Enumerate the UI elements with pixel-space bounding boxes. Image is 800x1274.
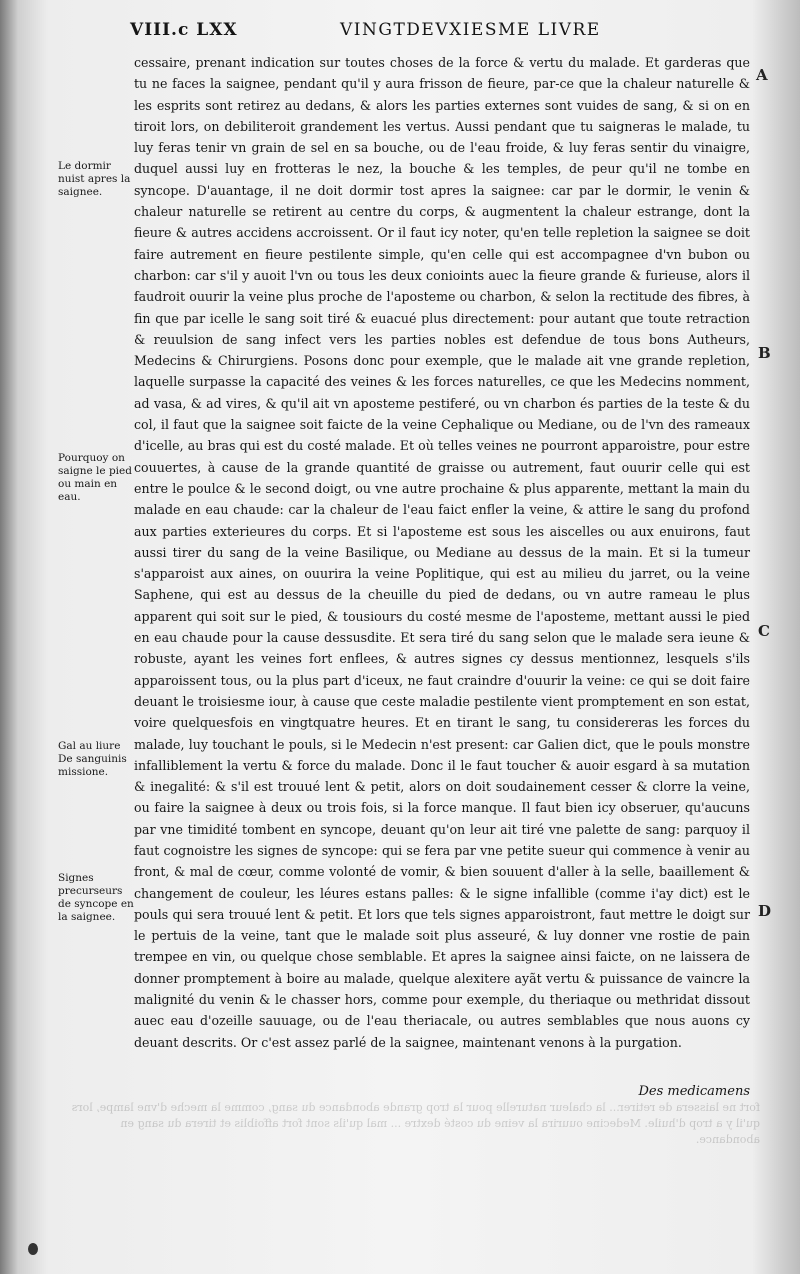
catchword: Des medicamens [638, 1084, 750, 1099]
folio-number: VIII.c LXX [130, 20, 238, 40]
section-letter: C [758, 622, 770, 640]
section-letter: D [758, 902, 772, 920]
page-header [130, 20, 770, 50]
margin-note: Gal au liure De sanguinis missione. [58, 740, 127, 778]
main-text-block: cessaire, prenant indication sur toutes choses de la force & vertu du malade. Et garderas que tu ne faces la saignee, pendant qu'il y aura frisson de fieure, par-ce que la chaleur naturelle & les esprits sont retirez au dedans, & alors les parties externes sont vuides de sang, & si on en tiroit lors, on debiliteroit grandement les vertus. Aussi pendant que tu saigneras le malade, tu luy feras tenir vn grain de sel en sa bouche, ou de l'eau froide, & luy feras sentir du vinaigre, duquel aussi luy en frotteras le nez, la bouche & les temples, de peur qu'il ne tombe en syncope. D'auantage, il ne doit dormir tost apres la saignee: car par le dormir, le venin & chaleur naturelle se retirent au centre du corps, & augmentent la chaleur estrange, dont la fieure & autres accidens accroissent. Or il faut icy noter, qu'en telle repletion la saignee se doit faire autrement en fieure pestilente simple, qu'en celle qui est accompagnee d'vn bubon ou charbon: car s'il y auoit l'vn ou tous les deux conioints auec la fieure grande & furieuse, alors il faudroit ouurir la veine plus proche de l'aposteme ou charbon, & selon la rectitude des fibres, à fin que par icelle le sang soit tiré & euacué plus directement: pour autant que toute retraction & reuulsion de sang infect vers les parties nobles est defendue de tous bons Autheurs, Medecins & Chirurgiens. Posons donc pour exemple, que le malade ait vne grande repletion, laquelle surpasse la capacité des veines & les forces naturelles, ce que les Medecins nomment, ad vasa, & ad vires, & qu'il ait vn aposteme pestiferé, ou vn charbon és parties de la teste & du col, il faut que la saignee soit faicte de la veine Cephalique ou Mediane, ou de l'vn des rameaux d'icelle, au bras qui est du costé malade. Et où telles veines ne pourront apparoistre, pour estre couuertes, à cause de la grande quantité de graisse ou autrement, faut ouurir celle qui est entre le poulce & le second doigt, ou vne autre prochaine & plus apparente, mettant la main du malade en eau chaude: car la chaleur de l'eau faict enfler la veine, & attire le sang du profond aux parties exterieures du corps. Et si l'aposteme est sous les aiscelles ou aux enuirons, faut aussi tirer du sang de la veine Basilique, ou Mediane au dessus de la main. Et si la tumeur s'apparoist aux aines, on ouurira la veine Poplitique, qui est au milieu du jarret, ou la veine Saphene, qui est au dessus de la cheuille du pied de dedans, ou vn autre rameau le plus apparent qui soit sur le pied, & tousiours du costé mesme de l'aposteme, mettant aussi le pied en eau chaude pour la cause dessusdite. Et sera tiré du sang selon que le malade sera ieune & robuste, ayant les veines fort enflees, & autres signes cy dessus mentionnez, lesquels s'ils apparoissent tous, ou la plus part d'iceux, ne faut craindre d'ouurir la veine: ce qui se doit faire deuant le troisiesme iour, à cause que ceste maladie pestilente vient promptement en son estat, voire quelquesfois en vingtquatre heures. Et en tirant le sang, tu considereras les forces du malade, luy touchant le pouls, si le Medecin n'est present: car Galien dict, que le pouls monstre infalliblement la vertu & force du malade. Donc il le faut toucher & auoir esgard à sa mutation & inegalité: & s'il est trouué lent & petit, alors on doit soudainement cesser & clorre la veine, ou faire la saignee à deux ou trois fois, si la force manque. Il faut bien icy obseruer, qu'aucuns par vne timidité tombent en syncope, deuant qu'on leur ait tiré vne palette de sang: parquoy il faut cognoistre les signes de syncope: qui se fera par vne petite sueur qui commence à venir au front, & mal de cœur, comme volonté de vomir, & bien souuent d'aller à la selle, baaillement & changement de couleur, les léures estans palles: & le signe infallible (comme i'ay dict) est le pouls qui sera trouué lent & petit. Et lors que tels signes apparoistront, faut mettre le doigt sur le pertuis de la veine, tant que le malade soit plus asseuré, & luy donner vne rostie de pain trempee en vin, ou quelque chose semblable. Et apres la saignee ainsi faicte, on ne laissera de donner promptement à boire au malade, quelque alexitere ayãt vertu & puissance de vaincre la malignité du venin & le chasser hors, comme pour exemple, du theriaque ou methridat dissout auec eau d'ozeille sauuage, ou de l'eau theriacale, ou autres semblables que nous auons cy deuant descrits. Or c'est assez parlé de la saignee, maintenant venons à la purgation. [134, 55, 750, 1050]
margin-note: Pourquoy on saigne le pied ou main en eau. [58, 452, 132, 503]
margin-note: Signes precurseurs de syncope en la saignee. [58, 872, 134, 923]
section-letter: B [758, 344, 771, 362]
running-title: VINGTDEVXIESME LIVRE [340, 20, 601, 40]
margin-note: Le dormir nuist apres la saignee. [58, 160, 131, 198]
section-letter: A [756, 66, 768, 84]
bleed-through-text: fort ne laissera de retirer... la chaleur naturelle pour la trop grande abondance du sang, comme la meche d'vne lampe, lors qu'il y a trop d'huile. Medecine ouurira la veine du costé dextre ... mal qu'ils sont fort affoiblis et tirera du sang en abondance. [71, 1101, 760, 1146]
book-spine-shadow [0, 0, 18, 1274]
paper-damage-mark [28, 1243, 38, 1255]
